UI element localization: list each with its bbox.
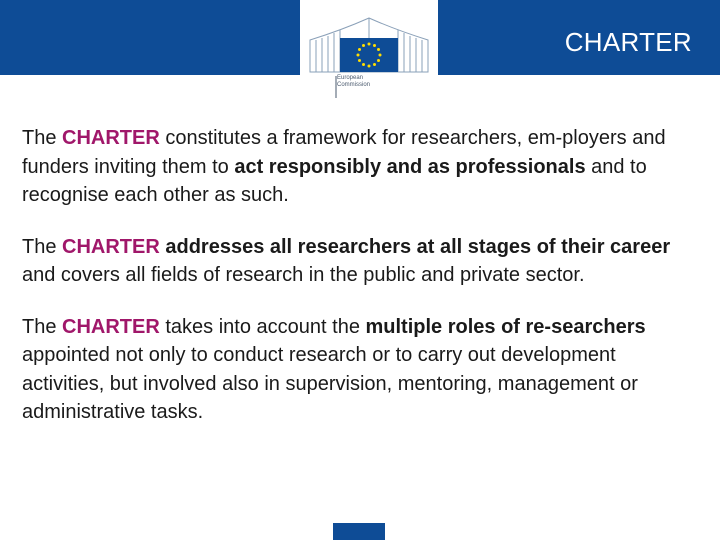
p1-text: The: [22, 127, 63, 149]
p1-charter: CHARTER: [62, 127, 160, 149]
p2-emphasis: addresses all researchers at all stages of their career: [159, 235, 671, 258]
p3-text: takes into account the: [159, 315, 366, 338]
commission-logo: [300, 0, 438, 104]
p1-text: and to recognise each other as such.: [22, 155, 647, 206]
p2-text: The: [22, 235, 63, 258]
p3-text: The: [22, 315, 63, 338]
slide-title: CHARTER: [564, 27, 692, 57]
slide-body: [22, 124, 692, 450]
paragraph-2: [22, 233, 692, 290]
p3-text: appointed not only to conduct research or to carry out development activities, but involved also in supervision, mentoring, management or administrative tasks.: [22, 344, 638, 423]
logo-line-2: Commission: [337, 82, 371, 88]
p1-text: constitutes a framework for researchers, em-ployers and funders inviting them to: [22, 127, 666, 178]
p1-emphasis: act responsibly and as professionals: [234, 155, 586, 178]
logo-line-1: European: [337, 75, 364, 81]
p2-charter: CHARTER: [62, 235, 160, 258]
footer-accent-bar: [333, 523, 385, 540]
p3-charter: CHARTER: [62, 315, 160, 338]
logo-wordmark: [337, 75, 370, 89]
paragraph-3: [22, 313, 692, 427]
paragraph-1: [22, 124, 692, 210]
p3-emphasis: multiple roles of re-searchers: [365, 315, 646, 338]
p2-text: and covers all fields of research in the public and private sector.: [22, 264, 585, 286]
